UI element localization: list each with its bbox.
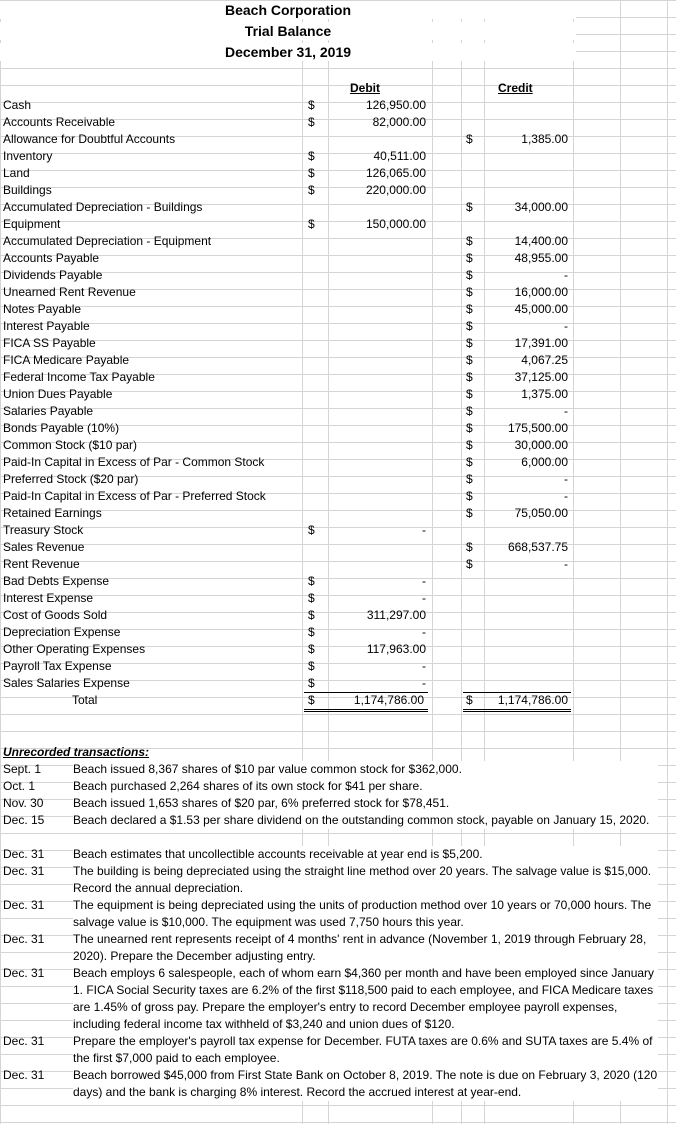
credit-dollar-sign: $: [466, 336, 473, 350]
table-row: [0, 199, 676, 216]
total-credit-value: 1,174,786.00: [497, 693, 568, 707]
credit-amount: [486, 97, 568, 114]
company-name: Beach Corporation: [0, 1, 576, 19]
debit-dollar-sign: $: [308, 149, 315, 163]
credit-dollar-sign: $: [466, 251, 473, 265]
debit-column-header: Debit: [350, 81, 380, 95]
debit-amount: [330, 369, 426, 386]
transaction-item: [3, 931, 663, 965]
transaction-item: [3, 812, 663, 846]
credit-dollar-sign: $: [466, 421, 473, 435]
account-name: Notes Payable: [3, 302, 82, 316]
debit-dollar-sign: $: [308, 183, 315, 197]
debit-amount: [330, 454, 426, 471]
account-name: Rent Revenue: [3, 557, 80, 571]
debit-dollar-sign: $: [308, 642, 315, 656]
debit-dollar-sign: $: [308, 98, 315, 112]
column-header-row: [0, 80, 676, 97]
credit-dollar-sign: $: [466, 132, 473, 146]
debit-amount: [330, 318, 426, 335]
table-row: [0, 522, 676, 539]
total-debit-value: 1,174,786.00: [353, 693, 424, 707]
account-name: Cash: [3, 98, 32, 112]
debit-dollar-sign: $: [308, 625, 315, 639]
credit-amount: -: [564, 489, 568, 503]
debit-amount: -: [422, 676, 426, 690]
table-row: [0, 114, 676, 131]
debit-amount: 311,297.00: [366, 608, 426, 622]
table-row: [0, 675, 676, 692]
transaction-description: Prepare the employer's payroll tax expense for December. FUTA taxes are 0.6% and SUTA taxes are 5.4% of the first $7,000 paid to each employee.: [73, 1033, 658, 1067]
table-row: [0, 182, 676, 199]
account-name: Unearned Rent Revenue: [3, 285, 136, 299]
table-row: [0, 403, 676, 420]
transaction-date: Oct. 1: [3, 779, 36, 793]
credit-amount: -: [564, 319, 568, 333]
account-name: Treasury Stock: [3, 523, 84, 537]
transaction-date: Dec. 31: [3, 932, 45, 946]
report-date: December 31, 2019: [0, 43, 576, 61]
credit-amount: [486, 590, 568, 607]
table-row: [0, 505, 676, 522]
transaction-item: [3, 863, 663, 897]
account-name: FICA SS Payable: [3, 336, 96, 350]
table-row: [0, 658, 676, 675]
credit-amount: [486, 216, 568, 233]
transaction-description: The equipment is being depreciated using the units of production method over 10 years or 70,000 hours. The salvage value is $10,000. The equipment was used 7,750 hours this year.: [73, 897, 658, 931]
debit-amount: [330, 199, 426, 216]
transaction-description: Beach borrowed $45,000 from First State Bank on October 8, 2019. The note is due on February 3, 2020 (120 days) and the bank is charging 8% interest. Record the accrued interest at year-end.: [73, 1068, 658, 1099]
debit-amount: 220,000.00: [365, 183, 426, 197]
transaction-description: Beach employs 6 salespeople, each of whom earn $4,360 per month and have been employed since January 1. FICA Social Security taxes are 6.2% of the first $118,500 paid to each employee, and FICA Medicare taxes are 1.45% of gross pay. Prepare the employer's entry to record December employee payroll expenses, including federal income tax withheld of $3,240 and union dues of $120.: [73, 965, 658, 1033]
credit-amount: 45,000.00: [514, 302, 568, 316]
credit-dollar-sign: $: [466, 455, 473, 469]
credit-dollar-sign: $: [466, 285, 473, 299]
credit-amount: [486, 114, 568, 131]
table-row: [0, 556, 676, 573]
table-row: [0, 267, 676, 284]
credit-amount: 48,955.00: [514, 251, 568, 265]
transaction-description: Beach estimates that uncollectible accounts receivable at year end is $5,200.: [73, 846, 658, 863]
debit-amount: 126,950.00: [365, 98, 426, 112]
table-row: [0, 641, 676, 658]
credit-amount: [486, 573, 568, 590]
credit-dollar-sign: $: [466, 540, 473, 554]
credit-amount: -: [564, 268, 568, 282]
credit-amount: [486, 675, 568, 692]
credit-dollar-sign: $: [466, 268, 473, 282]
transaction-item: [3, 778, 663, 795]
account-name: Bonds Payable (10%): [3, 421, 120, 435]
account-name: Payroll Tax Expense: [3, 659, 112, 673]
transaction-item: [3, 795, 663, 812]
table-row: [0, 148, 676, 165]
credit-amount: [486, 148, 568, 165]
transaction-date: Dec. 31: [3, 847, 45, 861]
debit-dollar-sign: $: [308, 608, 315, 622]
account-name: Retained Earnings: [3, 506, 102, 520]
transaction-date: Dec. 31: [3, 1068, 45, 1082]
table-row: [0, 318, 676, 335]
credit-amount: 668,537.75: [507, 540, 568, 554]
transaction-date: Dec. 31: [3, 966, 45, 980]
account-name: Equipment: [3, 217, 61, 231]
table-row: [0, 131, 676, 148]
debit-amount: [330, 301, 426, 318]
debit-amount: -: [422, 659, 426, 673]
table-row: [0, 165, 676, 182]
account-name: Buildings: [3, 183, 52, 197]
credit-dollar-sign: $: [466, 489, 473, 503]
debit-amount: -: [422, 523, 426, 537]
debit-amount: [330, 131, 426, 148]
debit-amount: [330, 437, 426, 454]
credit-amount: 37,125.00: [514, 370, 568, 384]
credit-amount: 1,385.00: [521, 132, 568, 146]
table-row: [0, 590, 676, 607]
transaction-description: Beach purchased 2,264 shares of its own stock for $41 per share.: [73, 778, 658, 795]
account-name: Accounts Payable: [3, 251, 100, 265]
transaction-item: [3, 846, 663, 863]
debit-amount: [330, 335, 426, 352]
debit-dollar-sign: $: [308, 217, 315, 231]
account-name: Accumulated Depreciation - Equipment: [3, 234, 212, 248]
credit-amount: [486, 658, 568, 675]
credit-dollar-sign: $: [466, 302, 473, 316]
debit-dollar-sign: $: [308, 523, 315, 537]
debit-dollar-sign: $: [308, 676, 315, 690]
transaction-date: Dec. 31: [3, 1034, 45, 1048]
transaction-date: Dec. 31: [3, 898, 45, 912]
transaction-description: The building is being depreciated using the straight line method over 20 years. The salvage value is $15,000. Record the annual depreciation.: [73, 863, 658, 897]
debit-amount: 150,000.00: [365, 217, 426, 231]
total-debit-sign: $: [308, 693, 315, 707]
table-row: [0, 539, 676, 556]
credit-amount: [486, 182, 568, 199]
credit-amount: 16,000.00: [514, 285, 568, 299]
credit-amount: 175,500.00: [507, 421, 568, 435]
account-name: Interest Expense: [3, 591, 94, 605]
total-row: [0, 692, 676, 709]
credit-amount: 17,391.00: [514, 336, 568, 350]
debit-amount: [330, 250, 426, 267]
table-row: [0, 97, 676, 114]
table-row: [0, 369, 676, 386]
account-name: Common Stock ($10 par): [3, 438, 138, 452]
account-name: Salaries Payable: [3, 404, 94, 418]
credit-amount: 34,000.00: [514, 200, 568, 214]
report-title: Trial Balance: [0, 22, 576, 40]
account-name: Interest Payable: [3, 319, 90, 333]
credit-amount: [486, 607, 568, 624]
debit-amount: [330, 403, 426, 420]
account-name: Federal Income Tax Payable: [3, 370, 155, 384]
table-row: [0, 454, 676, 471]
transaction-item: [3, 1067, 663, 1101]
account-name: FICA Medicare Payable: [3, 353, 130, 367]
account-name: Paid-In Capital in Excess of Par - Preferred Stock: [3, 489, 266, 503]
credit-dollar-sign: $: [466, 234, 473, 248]
credit-amount: 75,050.00: [514, 506, 568, 520]
account-name: Other Operating Expenses: [3, 642, 146, 656]
table-row: [0, 488, 676, 505]
debit-amount: -: [422, 574, 426, 588]
credit-amount: 30,000.00: [514, 438, 568, 452]
transaction-date: Dec. 15: [3, 813, 45, 827]
total-label: Total: [72, 693, 98, 707]
debit-amount: 40,511.00: [373, 149, 426, 163]
table-row: [0, 624, 676, 641]
credit-amount: [486, 522, 568, 539]
credit-amount: -: [564, 404, 568, 418]
debit-dollar-sign: $: [308, 574, 315, 588]
credit-amount: -: [564, 557, 568, 571]
transaction-description: Beach issued 1,653 shares of $20 par, 6% preferred stock for $78,451.: [73, 795, 658, 812]
credit-dollar-sign: $: [466, 370, 473, 384]
total-credit-sign: $: [466, 693, 473, 707]
transaction-item: [3, 897, 663, 931]
transaction-description: Beach declared a $1.53 per share dividend on the outstanding common stock, payable on January 15, 2020.: [73, 812, 658, 829]
account-name: Inventory: [3, 149, 53, 163]
debit-amount: [330, 556, 426, 573]
debit-amount: 126,065.00: [365, 166, 426, 180]
transaction-item: [3, 965, 663, 1033]
account-name: Land: [3, 166, 30, 180]
credit-dollar-sign: $: [466, 472, 473, 486]
transaction-date: Sept. 1: [3, 762, 42, 776]
table-row: [0, 471, 676, 488]
account-name: Allowance for Doubtful Accounts: [3, 132, 176, 146]
credit-amount: [486, 165, 568, 182]
debit-amount: 117,963.00: [366, 642, 426, 656]
debit-amount: [330, 539, 426, 556]
credit-column-header: Credit: [498, 81, 533, 95]
debit-amount: -: [422, 591, 426, 605]
table-row: [0, 284, 676, 301]
transaction-item: [3, 1033, 663, 1067]
transaction-item: [3, 761, 663, 778]
table-row: [0, 301, 676, 318]
debit-dollar-sign: $: [308, 115, 315, 129]
debit-amount: 82,000.00: [372, 115, 426, 129]
credit-amount: [486, 624, 568, 641]
account-name: Bad Debts Expense: [3, 574, 110, 588]
table-row: [0, 386, 676, 403]
debit-dollar-sign: $: [308, 591, 315, 605]
account-name: Dividends Payable: [3, 268, 103, 282]
table-row: [0, 352, 676, 369]
debit-amount: -: [422, 625, 426, 639]
transaction-date: Nov. 30: [3, 796, 44, 810]
debit-amount: [330, 471, 426, 488]
credit-dollar-sign: $: [466, 404, 473, 418]
credit-dollar-sign: $: [466, 353, 473, 367]
table-row: [0, 607, 676, 624]
credit-amount: 4,067.25: [521, 353, 568, 367]
account-name: Sales Salaries Expense: [3, 676, 130, 690]
credit-dollar-sign: $: [466, 557, 473, 571]
account-name: Preferred Stock ($20 par): [3, 472, 139, 486]
credit-amount: 6,000.00: [521, 455, 568, 469]
account-name: Depreciation Expense: [3, 625, 121, 639]
debit-dollar-sign: $: [308, 659, 315, 673]
credit-amount: 1,375.00: [521, 387, 568, 401]
account-name: Accounts Receivable: [3, 115, 116, 129]
credit-dollar-sign: $: [466, 319, 473, 333]
debit-dollar-sign: $: [308, 166, 315, 180]
account-name: Sales Revenue: [3, 540, 85, 554]
debit-amount: [330, 267, 426, 284]
credit-dollar-sign: $: [466, 506, 473, 520]
unrecorded-transactions-title: Unrecorded transactions:: [3, 745, 150, 759]
account-name: Union Dues Payable: [3, 387, 113, 401]
account-name: Accumulated Depreciation - Buildings: [3, 200, 203, 214]
table-row: [0, 335, 676, 352]
credit-amount: [486, 641, 568, 658]
debit-amount: [330, 505, 426, 522]
table-row: [0, 250, 676, 267]
debit-amount: [330, 352, 426, 369]
debit-amount: [330, 488, 426, 505]
debit-amount: [330, 284, 426, 301]
table-row: [0, 437, 676, 454]
credit-dollar-sign: $: [466, 438, 473, 452]
debit-amount: [330, 420, 426, 437]
transaction-description: Beach issued 8,367 shares of $10 par value common stock for $362,000.: [73, 761, 658, 778]
table-row: [0, 216, 676, 233]
table-row: [0, 573, 676, 590]
table-row: [0, 233, 676, 250]
account-name: Paid-In Capital in Excess of Par - Common Stock: [3, 455, 265, 469]
credit-dollar-sign: $: [466, 200, 473, 214]
debit-amount: [330, 233, 426, 250]
transaction-date: Dec. 31: [3, 864, 45, 878]
debit-amount: [330, 386, 426, 403]
table-row: [0, 420, 676, 437]
credit-amount: -: [564, 472, 568, 486]
credit-dollar-sign: $: [466, 387, 473, 401]
transaction-description: The unearned rent represents receipt of 4 months' rent in advance (November 1, 2019 through February 28, 2020). Prepare the December adjusting entry.: [73, 931, 658, 965]
credit-amount: 14,400.00: [514, 234, 568, 248]
account-name: Cost of Goods Sold: [3, 608, 108, 622]
